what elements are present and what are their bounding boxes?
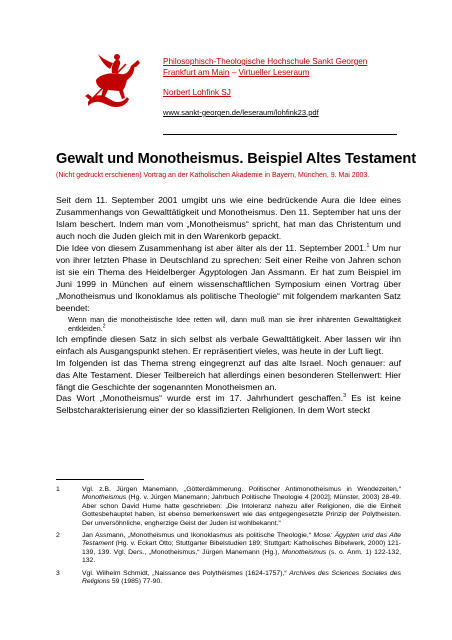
- location-link[interactable]: Frankfurt am Main: [163, 68, 230, 77]
- document-subtitle: (Nicht gedruckt erschienen) Vortrag an der Katholischen Akademie in Bayern, München, 9. Mai 2003.: [56, 172, 370, 179]
- virtual-library-link[interactable]: Virtueller Leseraum: [238, 68, 310, 77]
- footnotes: [56, 486, 401, 590]
- footnote-ref-3[interactable]: 3: [343, 393, 347, 400]
- institution-link[interactable]: Philosophisch-Theologische Hochschule Sankt Georgen: [163, 57, 368, 66]
- document-header: [163, 56, 393, 118]
- paragraph-intro: Seit dem 11. September 2001 umgibt uns wie eine bedrückende Aura die Idee eines Zusammenhangs von Gewalttätigkeit und Monotheismus. Den 11. September hat uns der Islam beschert. Indem man vom „Monotheismus“ spricht, hat man das Christentum und auch noch die Juden gleich mit in den Warenkorb gepackt.: [56, 195, 401, 241]
- header-separator: –: [229, 68, 239, 77]
- paragraph-reaction: Ich empfinde diesen Satz in sich selbst als verbale Gewalttätigkeit. Aber lassen wir ihn einfach als Ausgangspunkt stehen. Er repräsentiert vieles, was heute in der Luft liegt.: [56, 333, 401, 356]
- footnote-ref-1[interactable]: 1: [366, 242, 370, 249]
- header-divider: [163, 134, 397, 135]
- document-title: Gewalt und Monotheismus. Beispiel Altes Testament: [56, 151, 417, 167]
- footnote-1: 1 Vgl. z.B. Jürgen Manemann, „Götterdämmerung. Politischer Antimonotheismus in Wendezeiten,“ Monotheismus (Hg. v. Jürgen Manemann; Jahrbuch Politische Theologie 4 [2002]; Münster, 2003) 28-49. Aber schon David Hume hatte geschrieben: „Die Intoleranz nahezu aller Religionen, die die Einheit Gottesbehauptet haben, ist ebenso bemerkenswert wie das entgegengesetzte Prinzip der Polytheisten. Der unversöhnliche, engherzige Geist der Juden ist wohlbekannt.“: [56, 486, 401, 527]
- author-link[interactable]: Norbert Lohfink SJ: [163, 88, 231, 97]
- document-body: [56, 195, 401, 417]
- footnote-divider: [56, 479, 144, 480]
- footnote-ref-2[interactable]: 2: [102, 323, 106, 330]
- document-url-link[interactable]: www.sankt-georgen.de/leseraum/lohfink23.pdf: [163, 108, 319, 117]
- paragraph-term: Das Wort „Monotheismus“ wurde erst im 17. Jahrhundert geschaffen.$^3$ Es ist keine Selbstcharakterisierung einer der so klassifizierten Religionen. In dem Wort steckt: [56, 393, 401, 416]
- assmann-quote: Wenn man die monotheistische Idee retten will, dann muß man sie ihrer inhärenten Gewalttätigkeit entkleiden.$^2$: [68, 314, 401, 334]
- footnote-2: 2 Jan Assmann, „Monotheismus und Ikonoklasmus als politische Theologie,“ Mose: Ägypten und das Alte Testament (Hg. v. Eckart Otto; Stuttgarter Bibelstudien 189; Stuttgart: Katholisches Bibelwerk, 2000) 121-139, 139. Vgl. Ders., „Monotheismus,“ Jürgen Manemann (Hg.), Monotheismus (s. o. Anm. 1) 122-132, 132.: [56, 532, 401, 565]
- st-george-dragon-icon: [82, 50, 144, 112]
- footnote-3: 3 Vgl. Wilhelm Schmidt, „Naissance des Polythéismes (1624-1757),“ Archives des Sciences Sociales des Religions 59 (1985) 77-90.: [56, 569, 401, 586]
- paragraph-scope: Im folgenden ist das Thema streng eingegrenzt auf das alte Israel. Noch genauer: auf das Alte Testament. Dieser Teilbereich hat allerdings einen besonderen Stellenwert: Hier fängt die Geschichte der sogenannten Monotheismen an.: [56, 357, 401, 392]
- paragraph-history: Die Idee von diesem Zusammenhang ist aber älter als der 11. September 2001.$^1$ Um nur von ihrer letzten Phase in Deutschland zu sprechen: Seit einer Reihe von Jahren schon ist sie ein Thema des Heidelberger Ägyptologen Jan Assmann. Er hat zum Beispiel im Juni 1999 in München auf einem wissenschaftlichen Symposium einen Vortrag über „Monotheismus und Ikonoklamus als politische Theologie“ mit folgendem markanten Satz beendet:: [56, 242, 401, 313]
